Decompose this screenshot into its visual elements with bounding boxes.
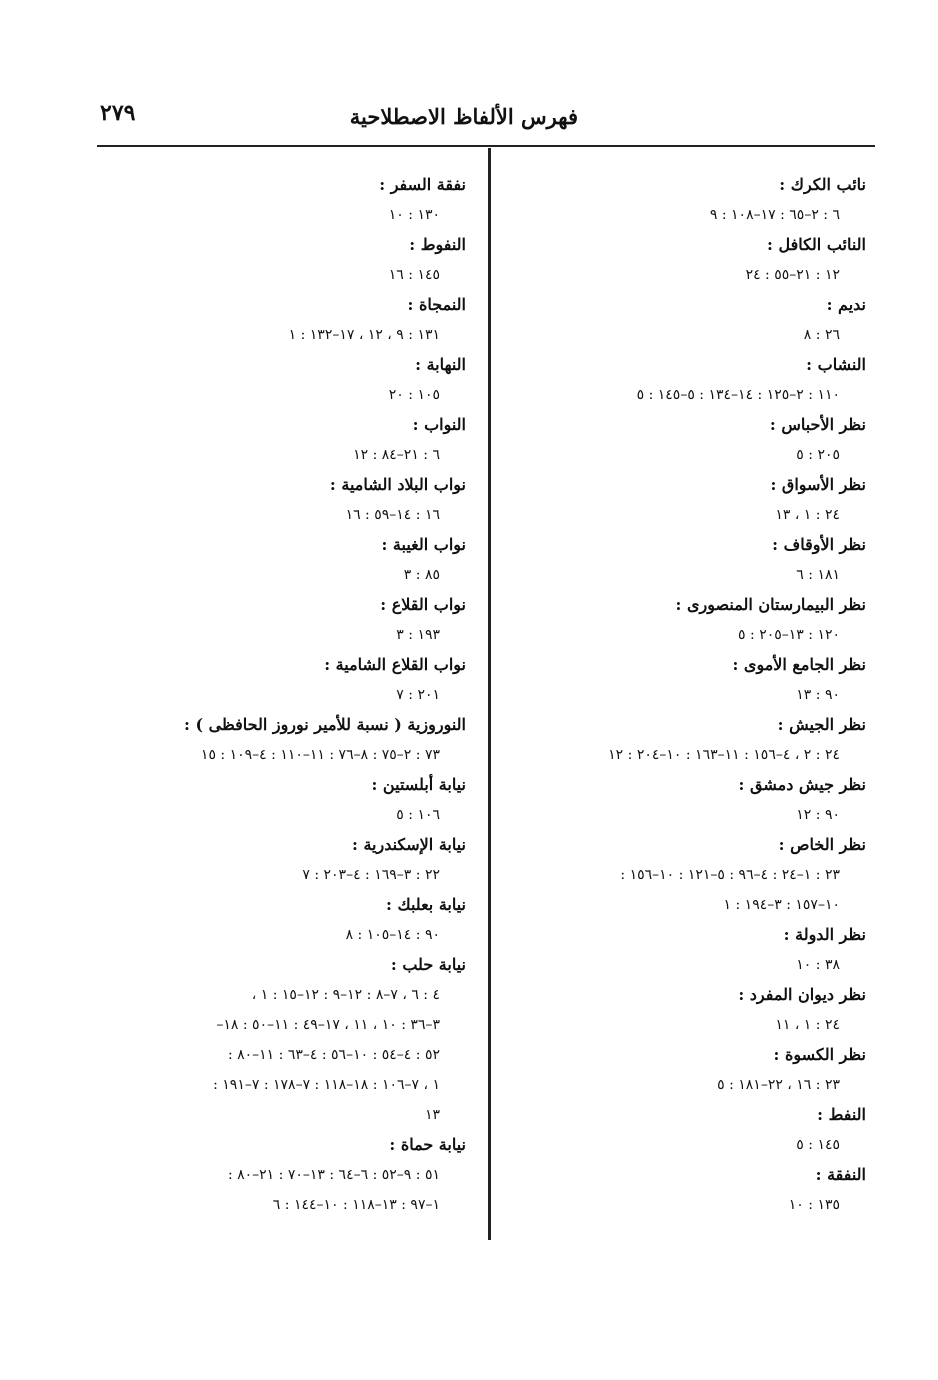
- index-term: نظر الجيش :: [777, 715, 866, 734]
- index-term: النفوط :: [409, 235, 466, 254]
- index-entry: [86, 410, 466, 470]
- index-term: نظر ديوان المفرد :: [738, 985, 866, 1004]
- index-term: نديم :: [826, 295, 866, 314]
- index-term: نظر الجامع الأموى :: [732, 655, 866, 674]
- index-reference: ١٣٥ : ١٠: [788, 1197, 840, 1213]
- index-entry: [86, 470, 466, 530]
- index-reference: ١٦ : ١٤–٥٩ : ١٦: [345, 507, 440, 523]
- index-term: نفقة السفر :: [379, 175, 466, 194]
- index-reference: ٣–٣٦ : ١٠ ، ١١ ، ١٧–٤٩ : ١١–٥٠ : ١٨–: [216, 1017, 440, 1033]
- index-reference: ١ ، ٧–١٠٦ : ١٨–١١٨ : ٧–١٧٨ : ٧–١٩١ :: [213, 1077, 440, 1093]
- index-term: نيابة الإسكندرية :: [351, 835, 466, 854]
- index-reference: ١٤٥ : ١٦: [388, 267, 440, 283]
- index-term: نيابة حماة :: [389, 1135, 466, 1154]
- index-entry: [484, 170, 866, 230]
- index-reference: ٩٠ : ١٣: [796, 687, 840, 703]
- index-reference: ١٠–١٥٧ : ٣–١٩٤ : ١: [723, 897, 840, 913]
- index-entry: [86, 230, 466, 290]
- index-entry: [484, 1160, 866, 1220]
- index-term: نظر الخاص :: [778, 835, 866, 854]
- index-entry: [484, 920, 866, 980]
- index-reference: ٢٠١ : ٧: [396, 687, 440, 703]
- page-number: ٢٧٩: [100, 100, 136, 126]
- index-term: نظر الكسوة :: [773, 1045, 866, 1064]
- index-entry: [86, 890, 466, 950]
- index-term: نظر الأوقاف :: [772, 535, 866, 554]
- index-reference: ٦ : ٢١–٨٤ : ١٢: [353, 447, 440, 463]
- index-entry: [484, 350, 866, 410]
- index-reference: ٨٥ : ٣: [403, 567, 440, 583]
- index-entry: [86, 1130, 466, 1220]
- index-reference: ١١٠ : ٢–١٢٥ : ١٤–١٣٤ : ٥–١٤٥ : ٥: [636, 387, 840, 403]
- left-column: [86, 170, 466, 1220]
- index-reference: ٢٤ : ٢ ، ٤–١٥٦ : ١١–١٦٣ : ١٠–٢٠٤ : ١٢: [608, 747, 840, 763]
- index-entry: [484, 530, 866, 590]
- index-entry: [484, 1040, 866, 1100]
- index-reference: ١٠٦ : ٥: [396, 807, 440, 823]
- index-term: نيابة بعلبك :: [385, 895, 466, 914]
- index-term: النوروزية ( نسبة للأمير نوروز الحافظى ) :: [184, 715, 466, 734]
- index-term: نظر الأحباس :: [769, 415, 866, 434]
- index-entry: [484, 230, 866, 290]
- index-reference: ٢٤ : ١ ، ١١: [775, 1017, 840, 1033]
- index-entry: [86, 350, 466, 410]
- index-entry: [484, 410, 866, 470]
- index-term: نظر الأسواق :: [770, 475, 866, 494]
- index-reference: ١٢ : ٢١–٥٥ : ٢٤: [745, 267, 840, 283]
- index-term: نظر الدولة :: [783, 925, 866, 944]
- index-term: النمجاة :: [407, 295, 466, 314]
- index-entry: [484, 590, 866, 650]
- index-term: نظر جيش دمشق :: [738, 775, 866, 794]
- index-term: نظر البيمارستان المنصورى :: [675, 595, 866, 614]
- index-term: نائب الكرك :: [779, 175, 866, 194]
- index-term: النفقة :: [815, 1165, 866, 1184]
- index-reference: ٢٣ : ١٦ ، ٢٢–١٨١ : ٥: [717, 1077, 840, 1093]
- index-entry: [86, 170, 466, 230]
- index-reference: ٩٠ : ١٤–١٠٥ : ٨: [345, 927, 440, 943]
- index-entry: [86, 950, 466, 1130]
- index-entry: [484, 770, 866, 830]
- index-reference: ١٤٥ : ٥: [796, 1137, 840, 1153]
- index-term: نيابة حلب :: [390, 955, 466, 974]
- index-reference: ٢٤ : ١ ، ١٣: [775, 507, 840, 523]
- index-entry: [86, 590, 466, 650]
- index-reference: ١٣: [424, 1107, 440, 1123]
- index-entry: [484, 470, 866, 530]
- index-entry: [484, 710, 866, 770]
- index-term: نيابة أبلستين :: [371, 775, 466, 794]
- index-reference: ٦ : ٢–٦٥ : ١٧–١٠٨ : ٩: [709, 207, 840, 223]
- page-title: فهرس الألفاظ الاصطلاحية: [349, 104, 578, 129]
- index-reference: ١٨١ : ٦: [796, 567, 840, 583]
- index-reference: ١٣١ : ٩ ، ١٢ ، ١٧–١٣٢ : ١: [288, 327, 440, 343]
- index-entry: [484, 830, 866, 920]
- index-reference: ٣٨ : ١٠: [796, 957, 840, 973]
- index-term: نواب الغيبة :: [381, 535, 466, 554]
- index-entry: [86, 650, 466, 710]
- index-reference: ١٠٥ : ٢٠: [388, 387, 440, 403]
- index-entry: [86, 770, 466, 830]
- index-reference: ١٣٠ : ١٠: [388, 207, 440, 223]
- index-reference: ١٢٠ : ١٣–٢٠٥ : ٥: [738, 627, 840, 643]
- index-entry: [484, 290, 866, 350]
- index-term: نواب البلاد الشامية :: [329, 475, 466, 494]
- index-reference: ٢٠٥ : ٥: [796, 447, 840, 463]
- index-reference: ٢٣ : ١–٢٤ : ٤–٩٦ : ٥–١٢١ : ١٠–١٥٦ :: [620, 867, 840, 883]
- index-term: النائب الكافل :: [766, 235, 866, 254]
- index-reference: ٤ : ٦ ، ٧–٨ : ١٢–٩ : ١٢–١٥ : ١ ،: [251, 987, 440, 1003]
- index-entry: [86, 830, 466, 890]
- index-term: النهابة :: [415, 355, 466, 374]
- index-reference: ٥١ : ٩–٥٢ : ٦–٦٤ : ١٣–٧٠ : ٢١–٨٠ :: [227, 1167, 440, 1183]
- index-reference: ٧٣ : ٢–٧٥ : ٨–٧٦ : ١١–١١٠ : ٤–١٠٩ : ١٥: [200, 747, 440, 763]
- index-reference: ١–٩٧ : ١٣–١١٨ : ١٠–١٤٤ : ٦: [272, 1197, 440, 1213]
- index-entry: [86, 710, 466, 770]
- index-reference: ٥٢ : ٤–٥٤ : ١٠–٥٦ : ٤–٦٣ : ١١–٨٠ :: [227, 1047, 440, 1063]
- index-term: النواب :: [412, 415, 466, 434]
- index-term: نواب القلاع :: [380, 595, 466, 614]
- index-term: النفط :: [817, 1105, 866, 1124]
- index-entry: [86, 530, 466, 590]
- index-reference: ٩٠ : ١٢: [796, 807, 840, 823]
- index-entry: [484, 650, 866, 710]
- index-entry: [484, 980, 866, 1040]
- index-reference: ٢٦ : ٨: [803, 327, 840, 343]
- index-entry: [484, 1100, 866, 1160]
- index-term: نواب القلاع الشامية :: [324, 655, 466, 674]
- index-reference: ١٩٣ : ٣: [396, 627, 440, 643]
- index-term: النشاب :: [806, 355, 866, 374]
- right-column: [484, 170, 866, 1220]
- index-entry: [86, 290, 466, 350]
- index-reference: ٢٢ : ٣–١٦٩ : ٤–٢٠٣ : ٧: [302, 867, 440, 883]
- header-rule: [97, 145, 875, 147]
